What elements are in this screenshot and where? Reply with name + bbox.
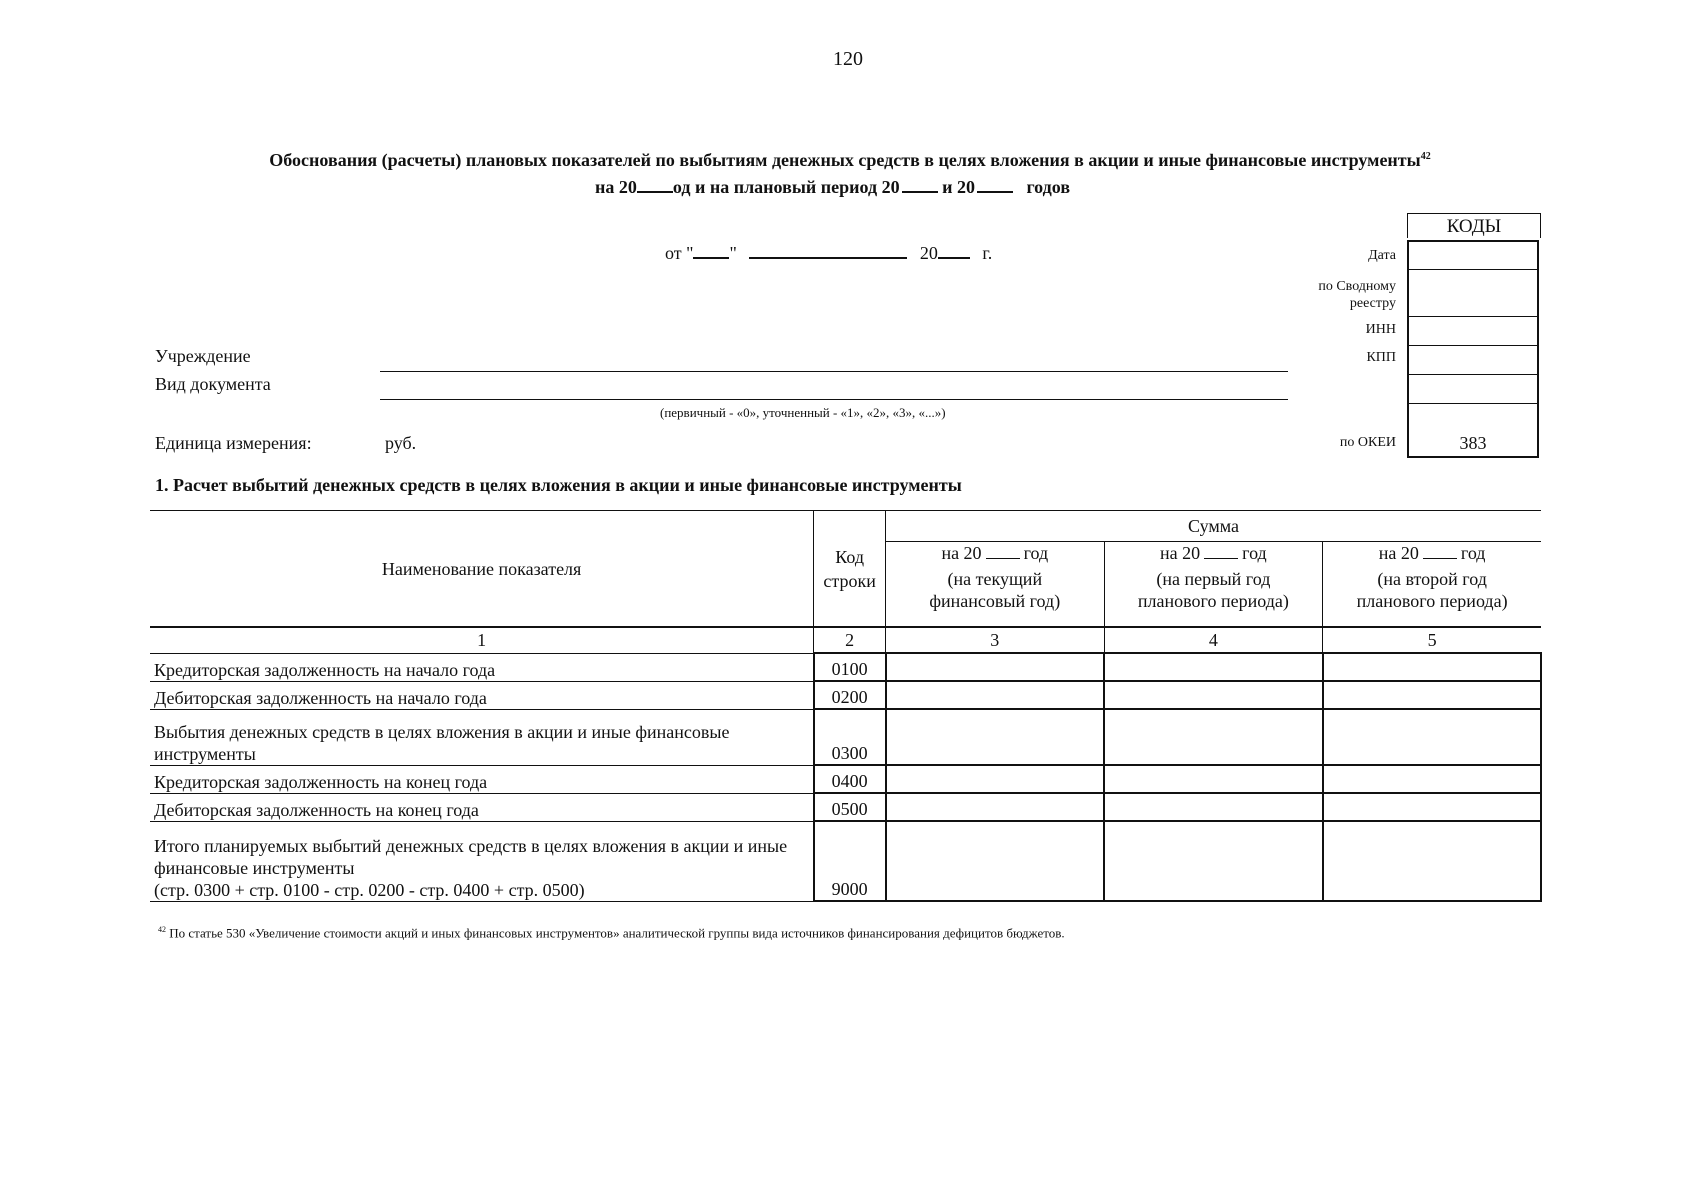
document-title bbox=[150, 150, 1550, 171]
table-row bbox=[150, 765, 1541, 793]
section-1-title: 1. Расчет выбытий денежных средств в целях вложения в акции и иные финансовые инструменты bbox=[155, 475, 962, 495]
col3-year-suffix: год bbox=[1023, 543, 1049, 563]
col-number-2: 2 bbox=[814, 627, 886, 653]
subtitle-part3: и 20 bbox=[942, 177, 975, 197]
date-quote-close: " bbox=[729, 243, 737, 263]
date-suffix: г. bbox=[982, 243, 993, 263]
row-value-current[interactable] bbox=[886, 821, 1104, 901]
col-header-current-year bbox=[886, 542, 1104, 628]
code-cell-registry[interactable] bbox=[1409, 270, 1537, 317]
row-name-total bbox=[150, 821, 814, 901]
row-value-plan1[interactable] bbox=[1104, 821, 1323, 901]
row-value-current[interactable] bbox=[886, 653, 1104, 681]
row-value-plan2[interactable] bbox=[1323, 793, 1541, 821]
doc-type-label: Вид документа bbox=[155, 374, 271, 394]
table-row bbox=[150, 653, 1541, 681]
date-day-blank[interactable] bbox=[693, 243, 729, 259]
col5-note: (на второй год планового периода) bbox=[1356, 569, 1508, 611]
row-code: 9000 bbox=[814, 821, 886, 901]
document-date bbox=[665, 243, 992, 264]
plan-year1-blank[interactable] bbox=[902, 177, 938, 193]
col5-year-suffix: год bbox=[1460, 543, 1486, 563]
table-row bbox=[150, 709, 1541, 765]
row-value-plan2[interactable] bbox=[1323, 765, 1541, 793]
doc-type-line[interactable] bbox=[380, 399, 1288, 400]
code-cell-okei: 383 bbox=[1459, 433, 1487, 453]
table-row-total bbox=[150, 821, 1541, 901]
row-name: Дебиторская задолженность на начало года bbox=[150, 681, 814, 709]
col4-year-suffix: год bbox=[1242, 543, 1267, 563]
date-year: 20 bbox=[919, 243, 938, 263]
col-header-first-plan-year bbox=[1104, 542, 1323, 628]
row-code: 0100 bbox=[814, 653, 886, 681]
row-name: Кредиторская задолженность на начало года bbox=[150, 653, 814, 681]
codes-label-okei: по ОКЕИ bbox=[1339, 435, 1396, 450]
row-value-plan1[interactable] bbox=[1104, 765, 1323, 793]
row-value-plan1[interactable] bbox=[1104, 709, 1323, 765]
col-number-1: 1 bbox=[150, 627, 814, 653]
col5-year-blank[interactable] bbox=[1423, 544, 1457, 559]
table-row bbox=[150, 681, 1541, 709]
footnote-mark: 42 bbox=[158, 925, 166, 934]
col4-year-prefix: на 20 bbox=[1160, 543, 1201, 563]
col-number-3: 3 bbox=[886, 627, 1104, 653]
subtitle-part4: годов bbox=[1026, 177, 1071, 197]
codes-box bbox=[1407, 240, 1539, 458]
date-year-blank[interactable] bbox=[938, 243, 970, 259]
codes-label-inn: ИНН bbox=[1365, 322, 1396, 337]
code-cell-inn[interactable] bbox=[1409, 317, 1537, 346]
subtitle-part1: на 20 bbox=[595, 177, 637, 197]
col-header-sum: Сумма bbox=[886, 511, 1541, 542]
col-number-5: 5 bbox=[1323, 627, 1541, 653]
row-name: Выбытия денежных средств в целях вложения в акции и иные финансовые инструменты bbox=[150, 709, 814, 765]
row-name: Кредиторская задолженность на конец года bbox=[150, 765, 814, 793]
col5-year-prefix: на 20 bbox=[1378, 543, 1419, 563]
subtitle-part2: од и на плановый период 20 bbox=[672, 177, 900, 197]
codes-label-date: Дата bbox=[1368, 248, 1396, 263]
institution-line[interactable] bbox=[380, 371, 1288, 372]
row-code: 0400 bbox=[814, 765, 886, 793]
date-month-blank[interactable] bbox=[749, 243, 907, 259]
code-cell-kpp[interactable] bbox=[1409, 346, 1537, 375]
code-cell-doc-type[interactable] bbox=[1409, 375, 1537, 404]
table-row bbox=[150, 793, 1541, 821]
unit-label: Единица измерения: bbox=[155, 433, 312, 453]
plan-year2-blank[interactable] bbox=[977, 177, 1013, 193]
title-footnote-mark: 42 bbox=[1420, 151, 1431, 162]
row-value-plan2[interactable] bbox=[1323, 653, 1541, 681]
year-blank[interactable] bbox=[637, 177, 673, 193]
row-value-current[interactable] bbox=[886, 681, 1104, 709]
codes-label-registry: по Сводному реестру bbox=[1318, 279, 1396, 311]
row-value-plan1[interactable] bbox=[1104, 653, 1323, 681]
col3-note: (на текущий финансовый год) bbox=[929, 569, 1061, 611]
col-header-code: Код строки bbox=[814, 511, 886, 628]
code-cell-date[interactable] bbox=[1409, 242, 1537, 270]
row-value-current[interactable] bbox=[886, 765, 1104, 793]
row-name: Дебиторская задолженность на конец года bbox=[150, 793, 814, 821]
total-formula: (стр. 0300 + стр. 0100 - стр. 0200 - стр. 0400 + стр. 0500) bbox=[154, 879, 585, 900]
row-value-plan2[interactable] bbox=[1323, 681, 1541, 709]
codes-label-kpp: КПП bbox=[1366, 350, 1396, 365]
col4-year-blank[interactable] bbox=[1204, 544, 1238, 559]
col3-year-blank[interactable] bbox=[986, 544, 1020, 559]
page-number: 120 bbox=[833, 48, 863, 70]
row-code: 0300 bbox=[814, 709, 886, 765]
row-code: 0200 bbox=[814, 681, 886, 709]
unit-value: руб. bbox=[385, 433, 417, 453]
footnote-text: По статье 530 «Увеличение стоимости акций и иных финансовых инструментов» аналитической группы вида источников финансирования дефицитов бюджетов. bbox=[169, 925, 1065, 941]
calculation-table bbox=[150, 510, 1542, 902]
row-value-current[interactable] bbox=[886, 709, 1104, 765]
col-header-name: Наименование показателя bbox=[150, 511, 814, 628]
doc-type-note: (первичный - «0», уточненный - «1», «2», «3», «...») bbox=[660, 405, 946, 420]
col-header-second-plan-year bbox=[1323, 542, 1541, 628]
row-value-plan2[interactable] bbox=[1323, 709, 1541, 765]
col-number-4: 4 bbox=[1104, 627, 1323, 653]
codes-heading: КОДЫ bbox=[1407, 213, 1541, 238]
col4-note: (на первый год планового периода) bbox=[1137, 569, 1289, 611]
footnote bbox=[158, 925, 1065, 941]
date-prefix: от " bbox=[665, 243, 694, 263]
row-value-plan1[interactable] bbox=[1104, 793, 1323, 821]
row-value-current[interactable] bbox=[886, 793, 1104, 821]
row-code: 0500 bbox=[814, 793, 886, 821]
row-value-plan1[interactable] bbox=[1104, 681, 1323, 709]
row-value-plan2[interactable] bbox=[1323, 821, 1541, 901]
document-subtitle bbox=[595, 177, 1070, 198]
col3-year-prefix: на 20 bbox=[941, 543, 982, 563]
total-name: Итого планируемых выбытий денежных средств в целях вложения в акции и иные финансовые инструменты bbox=[154, 835, 788, 878]
institution-label: Учреждение bbox=[155, 346, 251, 366]
title-text: Обоснования (расчеты) плановых показателей по выбытиям денежных средств в целях вложения в акции и иные финансовые инструменты bbox=[269, 150, 1421, 170]
